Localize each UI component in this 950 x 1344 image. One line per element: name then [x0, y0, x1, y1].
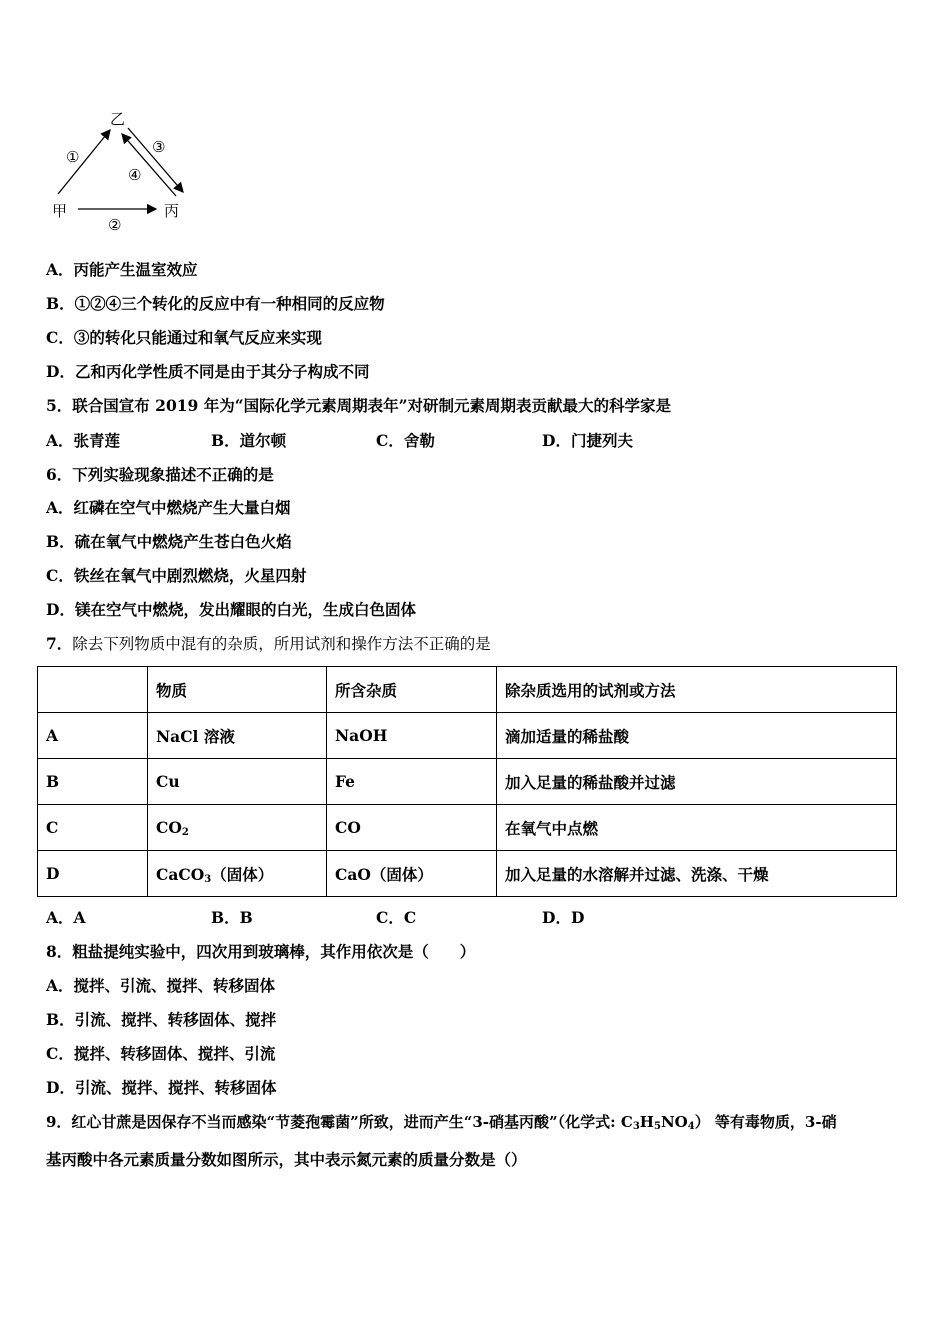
row-method: 在氧气中点燃	[497, 805, 897, 851]
arrow-4-line	[122, 134, 176, 196]
header-cell-substance: 物质	[148, 667, 327, 713]
conversion-diagram	[48, 104, 198, 234]
formula-main: CaCO	[156, 864, 205, 884]
conversion-diagram-svg	[48, 104, 198, 234]
header-cell-method: 除杂质选用的试剂或方法	[497, 667, 897, 713]
q9-sub-h: 5	[653, 1121, 661, 1132]
row-substance	[148, 805, 327, 851]
arrow-1-label: ①	[66, 148, 80, 166]
row-impurity: CaO（固体）	[327, 851, 497, 897]
formula-subscript: 2	[181, 826, 189, 838]
q5-option-c: C．舍勒	[376, 431, 435, 450]
q8-option-b: B．引流、搅拌、转移固体、搅拌	[46, 1010, 277, 1029]
q4-option-a: A．丙能产生温室效应	[46, 260, 198, 279]
q9-text-post: ） 等有毒物质，3-硝	[694, 1113, 837, 1131]
arrow-3-label: ③	[152, 138, 166, 156]
q9-stem-line1	[46, 1112, 837, 1137]
q5-option-a: A．张青莲	[46, 431, 121, 450]
node-yi: 乙	[110, 110, 126, 128]
arrow-2-label: ②	[108, 216, 122, 234]
q8-stem: 8．粗盐提纯实验中，四次用到玻璃棒，其作用依次是（ ）	[46, 942, 476, 961]
formula-main: CO	[156, 817, 182, 837]
row-impurity: CO	[327, 805, 497, 851]
q6-option-d: D．镁在空气中燃烧，发出耀眼的白光，生成白色固体	[46, 600, 416, 619]
q7-option-a: A．A	[46, 908, 86, 927]
q9-no: NO	[660, 1113, 688, 1131]
q7-stem: 除去下列物质中混有的杂质，所用试剂和操作方法不正确的是	[72, 635, 491, 653]
row-substance: Cu	[148, 759, 327, 805]
q7-option-b: B．B	[211, 908, 253, 927]
formula-suffix: （固体）	[211, 864, 274, 884]
q8-option-a: A．搅拌、引流、搅拌、转移固体	[46, 976, 276, 995]
q9-h: H	[639, 1113, 654, 1131]
q5-option-d: D．门捷列夫	[542, 431, 633, 450]
arrow-4-label: ④	[128, 166, 142, 184]
q8-option-d: D．引流、搅拌、搅拌、转移固体	[46, 1078, 277, 1097]
row-label: C	[38, 805, 148, 851]
q4-option-c: C．③的转化只能通过和氧气反应来实现	[46, 328, 322, 347]
table-row	[38, 713, 897, 759]
q9-stem-line2: 基丙酸中各元素质量分数如图所示，其中表示氮元素的质量分数是（）	[46, 1150, 527, 1169]
q5-option-b: B．道尔顿	[211, 431, 287, 450]
node-jia: 甲	[52, 202, 68, 220]
row-method: 加入足量的水溶解并过滤、洗涤、干燥	[497, 851, 897, 897]
q6-stem: 6．下列实验现象描述不正确的是	[46, 465, 274, 484]
q7-table	[37, 666, 897, 897]
row-label: A	[38, 713, 148, 759]
q6-option-c: C．铁丝在氧气中剧烈燃烧，火星四射	[46, 566, 307, 585]
header-cell-label	[38, 667, 148, 713]
formula-subscript: 3	[204, 873, 212, 885]
q7-stem-line	[46, 634, 491, 654]
q7-option-c: C．C	[376, 908, 417, 927]
table-header-row	[38, 667, 897, 713]
table-row	[38, 851, 897, 897]
q9-sub-c: 3	[632, 1121, 640, 1132]
table-row	[38, 759, 897, 805]
q9-sub-o: 4	[687, 1121, 695, 1132]
q6-option-b: B．硫在氧气中燃烧产生苍白色火焰	[46, 532, 292, 551]
q5-stem: 5．联合国宣布 2019 年为“国际化学元素周期表年”对研制元素周期表贡献最大的科学家是	[46, 396, 672, 415]
row-method: 加入足量的稀盐酸并过滤	[497, 759, 897, 805]
q9-text-pre: 9．红心甘蔗是因保存不当而感染“节菱孢霉菌”所致，进而产生“3-硝基丙酸”（化学式: C	[46, 1113, 633, 1131]
header-cell-impurity: 所含杂质	[327, 667, 497, 713]
q8-option-c: C．搅拌、转移固体、搅拌、引流	[46, 1044, 276, 1063]
q4-option-b: B．①②④三个转化的反应中有一种相同的反应物	[46, 294, 385, 313]
node-bing: 丙	[164, 202, 180, 220]
row-impurity: NaOH	[327, 713, 497, 759]
table-row	[38, 805, 897, 851]
row-label: B	[38, 759, 148, 805]
row-substance: NaCl 溶液	[148, 713, 327, 759]
q7-option-d: D．D	[542, 908, 585, 927]
row-impurity: Fe	[327, 759, 497, 805]
row-substance	[148, 851, 327, 897]
q6-option-a: A．红磷在空气中燃烧产生大量白烟	[46, 498, 291, 517]
row-label: D	[38, 851, 148, 897]
row-method: 滴加适量的稀盐酸	[497, 713, 897, 759]
q4-option-d: D．乙和丙化学性质不同是由于其分子构成不同	[46, 362, 370, 381]
q7-number: 7．	[46, 634, 73, 653]
